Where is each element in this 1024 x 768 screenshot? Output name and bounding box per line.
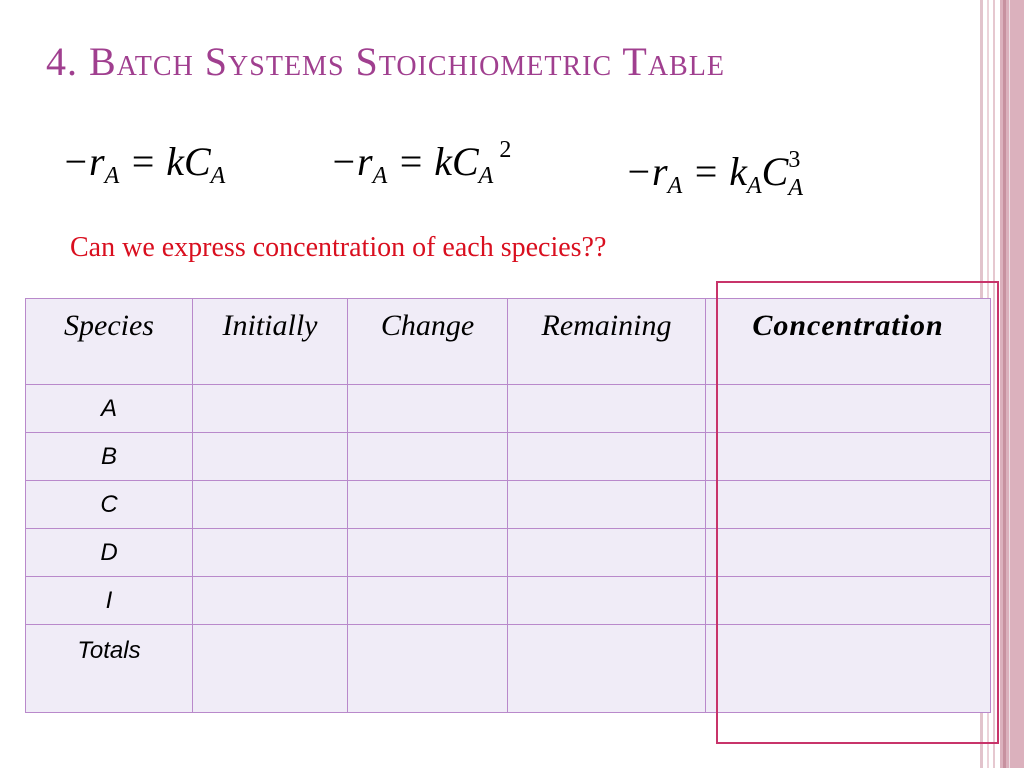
table-cell	[193, 433, 348, 481]
concentration-column-highlight	[716, 281, 999, 744]
species-cell: C	[26, 481, 193, 529]
species-cell: I	[26, 577, 193, 625]
table-cell	[508, 433, 706, 481]
table-cell	[508, 385, 706, 433]
eq1-lhs: −r	[62, 139, 105, 184]
header-initially: Initially	[193, 299, 348, 385]
table-cell	[348, 625, 508, 713]
table-cell	[508, 481, 706, 529]
question-text: Can we express concentration of each species??	[70, 232, 607, 263]
rate-equation-third-order	[625, 147, 806, 201]
eq3-rhs-k-sub: A	[746, 173, 762, 199]
eq2-rhs: = kC	[397, 139, 479, 184]
header-remaining: Remaining	[508, 299, 706, 385]
table-cell	[193, 577, 348, 625]
eq2-power: 2	[499, 137, 512, 163]
table-cell	[193, 529, 348, 577]
eq1-rhs-sub: A	[210, 163, 226, 189]
table-cell	[348, 481, 508, 529]
eq3-lhs: −r	[625, 149, 668, 194]
table-cell	[348, 385, 508, 433]
table-cell	[193, 481, 348, 529]
header-change: Change	[348, 299, 508, 385]
table-cell	[508, 625, 706, 713]
eq3-rhs-c-sub: A	[788, 175, 804, 201]
table-cell	[193, 385, 348, 433]
eq3-rhs-k: = k	[692, 149, 747, 194]
table-cell	[348, 433, 508, 481]
eq3-lhs-sub: A	[667, 173, 683, 199]
eq2-lhs-sub: A	[372, 163, 388, 189]
table-cell	[348, 577, 508, 625]
species-cell: D	[26, 529, 193, 577]
table-cell	[508, 577, 706, 625]
table-cell	[508, 529, 706, 577]
header-species: Species	[26, 299, 193, 385]
decorative-rail	[1003, 0, 1006, 768]
eq1-lhs-sub: A	[104, 163, 120, 189]
slide-title: 4. Batch Systems Stoichiometric Table	[46, 39, 725, 84]
eq3-rhs-c: C	[761, 149, 789, 194]
species-cell: B	[26, 433, 193, 481]
header-concentration: Concentration	[706, 299, 991, 385]
rate-equation-first-order	[62, 138, 226, 189]
table-cell	[348, 529, 508, 577]
species-cell: A	[26, 385, 193, 433]
eq3-power: 3	[788, 147, 801, 173]
eq2-rhs-sub: A	[478, 163, 494, 189]
decorative-rail	[1009, 0, 1010, 768]
table-cell	[193, 625, 348, 713]
totals-cell: Totals	[26, 625, 193, 713]
eq1-rhs: = kC	[129, 139, 211, 184]
eq2-lhs: −r	[330, 139, 373, 184]
rate-equation-second-order	[330, 137, 512, 189]
